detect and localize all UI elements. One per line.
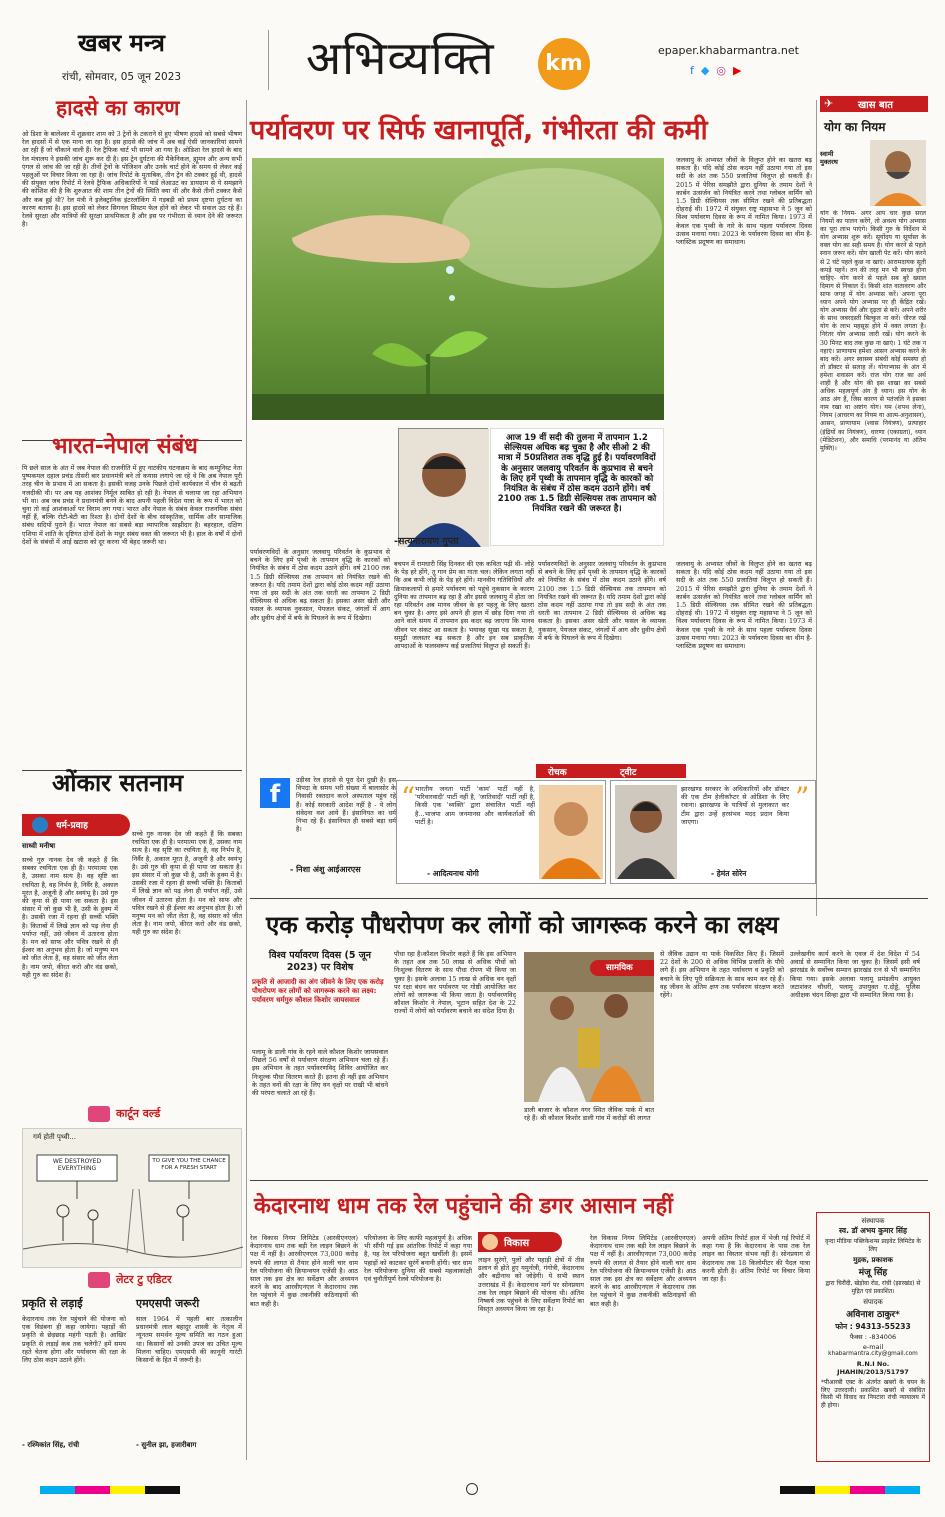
story2-headline: एक करोड़ पौधरोपण कर लोगों को जागरूक करने का लक्ष्य [266,911,779,939]
cartoon-sign-right: TO GIVE YOU THE CHANCE FOR A FRESH START [152,1158,226,1171]
envelope-icon [88,1106,110,1122]
fb-post-text: उड़ीसा रेल हादसे से पूरा देश दुखी है। इस विपदा के समय भरी संख्या में बालासोर के निवासी रक्तदान करने अस्पताल पहुंच रहे हैं। कोई सरकारी आदेश नहीं है - ये लोग संवेदना वश आये हैं। इंसानियत का धर्म निभा रहे हैं। इंसानियत ही सबसे बड़ा धर्म है। [296,776,396,834]
tweet-author: - आदित्यनाथ योगी [427,869,479,878]
dharm-pravah-tag [22,814,130,836]
color-strip [780,1486,920,1494]
samayik-tag [590,960,654,976]
registration-mark-icon [466,1483,478,1495]
khaas-author-photo [870,140,926,206]
section-title: अभिव्यक्ति [306,31,495,85]
divider [250,1180,928,1181]
column-divider [246,100,247,1460]
vikas-label: विकास [504,1238,530,1249]
cartoon-drawing [23,1129,243,1269]
imprint-rni: JHAHIN/2013/51797 [837,1368,909,1376]
imprint-box [816,1212,930,1462]
tweet-avatar [615,785,677,879]
brand-name: खबर मन्त्र [78,28,165,57]
editorial1-body: ओ डिशा के बालेश्वर में शुक्रवार शाम को 3 ट्रेनों के टकराने से हुए भीषण हादसे को सबसे भीषण रेल हादसों में से एक माना जा रहा है। इस हादसे की जांच में अब कई ऐसी जानकारियां सामने आ रही हैं जो चौंकाने वाली हैं। रेल ट्रैफिक चार्ट भी सामने आ गया है। ओडिशा रेल हादसे के बाद रेल मंत्रालय ने इसकी जांच शुरू कर दी है। इस ट्रेन दुर्घटना की मैकेनिकल, ह्यूमन और अन्य सभी एंगल से जांच की जा रही है। तीनों ट्रेनों के पोजिशन और उनके चार्ट होने के समय से लेकर कई पहलुओं पर विचार किया जा रहा है। जांच रिपोर्ट के मुताबिक, तीन ट्रेन की टक्कर हुई थी, हादसे की संयुक्त जांच रिपोर्ट में रेलवे ट्रैफिक अधिकारियों ने यार्ड लेआउट का डायग्राम से ये समझाने की कोशिश की है कि शुरुआत की शाम तीन ट्रेनों की स्थिति क्या थी और कैसे तीनों टक्कर कैसे और कब हुई थी? रेल मंत्री ने इलेक्ट्रानिक इंटरलॉकिंग में गड़बड़ी को प्रथम दृष्टया दुर्घटना का कारण बताया है। इस हादसे को लेकर सिगनल सिस्टम फेल होने को लेकर भी सवाल उठ रहे हैं। रेलवे सुरक्षा और यात्रियों की सुरक्षा प्राथमिकता है और इस पर गंभीरता से ध्यान देने की जरूरत है। [22,130,242,229]
tweet-text: भारतीय जनता पार्टी 'काम' पार्टी नहीं है, 'परिवारवादी' पार्टी नहीं है, 'जातिवादी' पार्टी नहीं है, किसी एक 'व्यक्ति' द्वारा संचालित पार्टी नहीं है...भाजपा आम जनमानस और कार्यकर्ताओं की पार्टी है। [415,785,535,826]
story2-kicker [252,950,388,1026]
masthead-divider [268,30,269,90]
imprint-founder-label: संस्थापक [861,1217,885,1225]
person-portrait [615,785,677,879]
globe-icon [32,817,48,833]
person-portrait [399,429,489,547]
letter-body: साल 1964 में पहली बार तत्कालीन प्रधानमंत्री लाल बहादुर शास्त्री के नेतृत्व में न्यूनतम समर्थन मूल्य समिति का गठन हुआ था। किसानों को उनकी उपज का उचित मूल्य मिलना चाहिए। एमएसपी की कानूनी गारंटी किसानों के हित में जरूरी है। [136,1315,242,1365]
letter-1 [22,1296,126,1460]
dateline: रांची, सोमवार, 05 जून 2023 [62,71,182,83]
facebook-logo: f [260,778,290,808]
divider [250,898,928,899]
khaas-label-bar [820,96,928,112]
imprint-fax: फैक्स : -834006 [849,1333,897,1341]
story2-photo-caption: डाली बाजार के कौशल नगर स्थित जैविक पार्क में बात रहे हैं। श्री कौशल किशोर डाली गांव में करोड़ों की लागत [524,1106,654,1123]
imprint-company: वृन्दा मीडिया पब्लिकेशन्स प्राइवेट लिमिटेड के लिए [824,1238,922,1253]
airplane-icon: ✈ [824,97,834,110]
letter-sign: - रश्मिकांत सिंह, रांची [22,1441,80,1449]
imprint-note: *पीआरबी एक्ट के अंतर्गत खबरों के चयन के लिए उत्तरदायी। प्रकाशित खबरों से संबंधित किसी भी विवाद का निपटारा रांची न्यायालय में ही होगा। [821,1379,925,1409]
story3-headline: केदारनाथ धाम तक रेल पहुंचाने की डगर आसान नहीं [254,1194,673,1219]
editorial2-body: पि छले साल के अंत में जब नेपाल की राजनीति में हुए नाटकीय घटनाक्रम के बाद कम्युनिस्ट नेता पुष्पकमल दहाल प्रचंड तीसरी बार प्रधानमंत्री बने तो कयास लगाये जा रहे थे कि अब नेपाल पूरी तरह चीन के प्रभाव में आ सकता है। इसकी वजह उनके पिछले दोनों कार्यकाल में चीन से बढ़ती नजदीकी थी। पर अब यह आशंका निर्मूल साबित हो रही है। नेपाल से चलाया जा रहा अभियान भी था। अब जब प्रचंड ने प्रधानमंत्री बनने के बाद अपनी पहली विदेश यात्रा के रूप में भारत को चुना तो कई आशंकाओं पर विराम लग गया। भारत और नेपाल के संबंध केवल राजनयिक संबंध नहीं हैं, बल्कि रोटी-बेटी का रिश्ता है। दोनों देशों के बीच सांस्कृतिक, धार्मिक और सामाजिक संबंध सदियों पुराने हैं। भारत नेपाल का सबसे बड़ा व्यापारिक साझीदार है। बहरहाल, दक्षिण एशिया में शांति के दृष्टिगत दोनों देशों के मधुर संबंध वक्त की जरूरत भी है। हाल के वर्षों में दोनों देशों के संबंधों में आई खटास को दूर करना भी बेहद जरूरी था। [22,464,242,546]
editorial1-title: हादसे का कारण [56,96,180,120]
khaas-body: योग के नियम- अगर आप चार कुछ सरल नियमों का पालन करेंगे, तो अवश्य योग अभ्यास का पूरा लाभ पाएंगे। किसी गुरु के निर्देशन में योग अभ्यास शुरू करें। सूर्योदय या सूर्यास्त के वक्त योग का सही समय है। योग करने से पहले स्नान जरूर करें। योग खाली पेट करें। योग करने से 2 घंटे पहले कुछ ना खाएं। आरामदायक सूती कपड़े पहनें। तन की तरह मन भी स्वच्छ होना चाहिए- योग करने से पहले सब बुरे ख्याल दिमाग से निकाल दें। किसी शांत वातावरण और साफ जगह में योग अभ्यास करें। अपना पूरा ध्यान अपने योग अभ्यास पर ही केंद्रित रखें। योग अभ्यास धैर्य और दृढ़ता से करें। अपने शरीर के साथ जबरदस्ती बिल्कुल ना करें। धीरज रखें योग के लाभ महसूस होने में वक्त लगता है। निरंतर योग अभ्यास जारी रखें। योग करने के 30 मिनट बाद तक कुछ ना खाएं। 1 घंटे तक न नहाएं। प्राणायाम हमेशा आसन अभ्यास करने के बाद करें। अगर स्वास्थ्य संबंधी कोई समस्या हो तो डॉक्टर से सलाह लें। योगाभ्यास के अंत में हमेशा शवासन करें। राज योग राज का अर्थ शाही है और योग की इस शाखा का सबसे अधिक महत्वपूर्ण अंग है ध्यान। इस योग के आठ अंग हैं, जिस कारण से पतंजलि ने इसका नाम रखा था अष्टांग योग। यम (शपथ लेना), नियम (आचरण का नियम या आत्म-अनुशासन), आसन, प्राणायाम (श्वास नियंत्रण), प्रत्याहार (इंद्रियों का नियंत्रण), धारणा (एकाग्रता), ध्यान (मेडिटेशन), और समाधि (परमानंद या अंतिम मुक्ति)। [820,210,926,452]
lead-headline: पर्यावरण पर सिर्फ खानापूर्ति, गंभीरता की कमी [250,115,708,146]
tweet-text: झारखण्ड सरकार के अधिकारियों और डॉक्टर की एक टीम हेलीकॉप्टर से ओडिशा के लिए रवाना। झारखण्ड के यात्रियों से मुलाकात कर टीम द्वारा उन्हें हरसंभव मदद प्रदान किया जाएगा। [681,785,789,826]
tweets-header-left: रोचक [548,768,567,778]
tweet-author: - हेमंत सोरेन [711,869,747,878]
story2-body1: पलामू के डाली गांव के रहने वाले कौशल किशोर जायसवाल पिछले 56 वर्षों से पर्यावरण संरक्षण अभियान चला रहे हैं। इस अभियान के तहत पर्यावरणविद् शिविर आयोजित कर निःशुल्क पौधा वितरण करते हैं। इतना ही नहीं इस अभियान के तहत वनों की रक्षा के लिए वन वृक्षों पर राखी भी बांधने की परंपरा चलाते आ रहे हैं। [252,1048,388,1098]
editorial3-title: ओंकार सतनाम [52,769,184,797]
imprint-editor: अविनाश ठाकुर* [846,1310,900,1320]
editorial3-body-cont: सच्चे गुरु नानक देव जी कहते हैं कि सबका रचयिता एक ही है। परमात्मा एक है, उसका नाम सत्य है। वह सृष्टि का रचयिता है, वह निर्भय है, निर्वैर है, अकाल मूरत है, अजूनी है और स्वयंभू है। उसे गुरु की कृपा से ही पाया जा सकता है। इस संसार में जो कुछ भी है, उसी के हुक्म में है। उसकी रजा में रहना ही सच्ची भक्ति है। किताबों में लिखे ज्ञान को पढ़ लेना ही पर्याप्त नहीं, उसे जीवन में उतारना होता है। मन को साफ और पवित्र रखने से ही ईश्वर का अनुभव होता है। जो मनुष्य मन को जीत लेता है, वह संसार को जीत लेता है। नाम जपो, कीरत करो और वंड छको, यही गुरु का संदेश है। [132,830,242,937]
lead-col2: जलवायु के अभ्यस्त जीवों के विलुप्त होने का खतरा बढ़ सकता है। यदि कोई ठोस कदम नहीं उठाया गया तो इस सदी के अंत तक 550 प्रजातियां विलुप्त हो सकती हैं। 2015 में पेरिस समझौते द्वारा दुनिया के तमाम देशों ने कार्बन उत्सर्जन को नियंत्रित करने तथा ग्लोबल वार्मिंग को 1.5 डिग्री सेल्सियस तक सीमित रखने की प्रतिबद्धता दोहराई थी। 1972 में संयुक्त राष्ट्र महासभा ने 5 जून को विश्व पर्यावरण दिवस के रूप में नामित किया। 1973 में केवल एक पृथ्वी के नारे के साथ पहला पर्यावरण दिवस उत्सव मनाया गया। 2023 के पर्यावरण दिवस का थीम है- प्लास्टिक प्रदूषण का समाधान। [676,156,812,247]
editorial3-author: साध्वी मनीषा [22,842,56,850]
khaas-title: योग का नियम [824,120,886,134]
story3-col3-b: रेल विकास निगम लिमिटेड (आरवीएनएल) केदारनाथ धाम तक बड़ी रेल लाइन बिछाने के पक्ष में नहीं है। आरवीएनएल 73,000 करोड़ रुपये की लागत से तैयार होने वाली चार धाम रेल परियोजना की क्रियान्वयन एजेंसी है। आठ साल तक इस क्षेत्र का सर्वेक्षण और अध्ययन करने के बाद आरवीएनएल ने केदारनाथ तक रेल पहुंचाने में कुछ तकनीकी कठिनाइयों की बात कही है। [590,1234,696,1308]
imprint-email-label: e-mail [862,1343,884,1351]
train-icon [482,1234,498,1250]
vikas-tag [478,1232,562,1252]
person-portrait [539,785,603,879]
tweets-header [536,764,686,778]
epaper-link[interactable]: epaper.khabarmantra.net [658,44,799,57]
imprint-founder: स्व. डॉ अभय कुमार सिंह [839,1226,907,1235]
editorial3-body: सच्चे गुरु नानक देव जी कहते हैं कि सबका रचयिता एक ही है। परमात्मा एक है, उसका नाम सत्य है। वह सृष्टि का रचयिता है, वह निर्भय है, निर्वैर है, अकाल मूरत है, अजूनी है और स्वयंभू है। उसे गुरु की कृपा से ही पाया जा सकता है। इस संसार में जो कुछ भी है, उसी के हुक्म में है। उसकी रजा में रहना ही सच्ची भक्ति है। किताबों में लिखे ज्ञान को पढ़ लेना ही पर्याप्त नहीं, उसे जीवन में उतारना होता है। मन को साफ और पवित्र रखने से ही ईश्वर का अनुभव होता है। जो मनुष्य मन को जीत लेता है, वह संसार को जीत लेता है। नाम जपो, कीरत करो और वंड छको, यही गुरु का संदेश है। [22,856,118,979]
samayik-label: सामयिक [606,963,633,973]
twitter-icon[interactable]: ◆ [700,64,710,77]
khaas-baat [820,96,928,916]
cartoon-title: कार्टून वर्ल्ड [116,1107,161,1120]
person-portrait [870,140,926,206]
letter-heading: एमएसपी जरूरी [136,1297,200,1310]
envelope-icon [88,1272,110,1288]
letter-body: केदारनाथ तक रेल पहुंचाने की योजना को एक विडंबना ही कहा जायेगा। पहाड़ों की प्रकृति से छेड़छाड़ महंगी पड़ती है। आखिर प्रकृति से लड़ाई कब तक चलेगी? हमें समय रहते चेतना होगा और पर्यावरण की रक्षा के लिए ठोस कदम उठाने होंगे। [22,1315,126,1365]
story2-photo [524,952,654,1102]
story3-col4: अपनी अंतिम रिपोर्ट हाल में भेजी गई रिपोर्ट में कहा गया है कि केदारनाथ के पास तक रेल लाइन का विस्तार संभव नहीं है। सोनप्रयाग से केदारनाथ तक 18 किलोमीटर की पैदल यात्रा करनी होती है। अंतिम रिपोर्ट पर विचार किया जा रहा है। [702,1234,810,1284]
letters-title: लेटर टु एडिटर [116,1273,172,1286]
lead-col3: पर्यावरणविदों के अनुसार जलवायु परिवर्तन के कुप्रभाव से बचने के लिए हमें पृथ्वी के तापमान वृद्धि के कारकों को नियंत्रित के संबंध में ठोस कदम उठाने होंगे। वर्ष 2100 तक 1.5 डिग्री सेल्सियस तक तापमान को नियंत्रित रखने की जरूरत है। यदि तमाम देशों द्वारा कोई ठोस कदम नहीं उठाया गया तो इस सदी के अंत तक धरती का तापमान 2 डिग्री सेल्सियस से अधिक बढ़ सकता है। इसका असर खेती और फसल के व्यापक नुकसान, पेयजल संकट, जंगलों में आग और ध्रुवीय क्षेत्रों में बर्फ के पिघलने के रूप में दिखेगा। [250,548,390,622]
imprint-printer: मंजू सिंह [858,1268,888,1278]
masthead [0,0,945,100]
tweet-soren [610,780,816,884]
facebook-icon[interactable]: f [690,64,694,77]
kicker-title: विश्व पर्यावरण दिवस (5 जून 2023) पर विशेष [268,950,372,973]
author-photo [398,428,488,546]
left-column [22,96,242,1460]
imprint-printer-label: मुद्रक, प्रकाशक [853,1256,893,1264]
color-strip [40,1486,180,1494]
pullquote-text: आज 19 वीं सदी की तुलना में तापमान 1.2 सेल्सियस अधिक बढ़ चुका है और सीओ 2 की मात्रा में 50प्रतिशत तक वृद्धि हुई है। पर्यावरणविदों के अनुसार जलवायु परिवर्तन के कुप्रभाव से बचने के लिए हमें पृथ्वी के तापमान वृद्धि के कारकों को नियंत्रित के संबंध में ठोस कदम उठाने होंगे। वर्ष 2100 तक 1.5 डिग्री सेल्सियस तक तापमान को नियंत्रित रखने की जरूरत है। [497,433,657,515]
khaas-author: स्वामी मुक्तरथ [820,150,838,166]
imprint-address: द्वारा चिरौंदी, खेड़ोवा रोड, रांची (झारखंड) से मुद्रित एवं प्रकाशित। [825,1280,921,1295]
fb-post-author: - निशा अंशु आईआरएस [290,865,361,874]
imprint-rni-label: R.N.I No. [856,1360,890,1368]
lead-byline: -सत्यनारायण गुप्ता [394,536,459,547]
instagram-icon[interactable]: ◎ [716,64,726,77]
social-icons [690,64,741,77]
letter-2 [136,1296,242,1460]
story2-body3: से जैविक उद्यान या पार्क विकसित किए हैं। जिसमें 22 देशों के 200 से अधिक विभिन्न प्रजाति के पौधे लगे हैं। इस अभियान के तहत पर्यावरण व प्रकृति को बचाने के लिए पूरी सक्रियता के साथ काम कर रहे हैं। वह जीवन के अंतिम क्षण तक पर्यावरण संरक्षण करते रहेंगे। [660,950,784,1000]
imprint-phone: फोन : 94313-55233 [835,1322,911,1331]
pullquote-box [490,428,664,546]
tag-label: धर्म-प्रवाह [56,821,88,831]
quote-icon: “ [401,781,416,814]
story3-col2: परियोजना के लिए काफी महत्वपूर्ण है। अधिक भी सौंपी गई इस आंतरिक रिपोर्ट में कहा गया है, यह रेल परियोजना बहुत खर्चीली है। इसमें पहाड़ों को काटकर सुरंगें बनानी होंगी। चार धाम रेल परियोजना दुनिया की सबसे महत्वाकांक्षी एवं चुनौतीपूर्ण रेलवे परियोजना है। [364,1234,472,1284]
cartoon-caption: गर्म होती पृथ्वी... [33,1133,76,1141]
lead-col2-b: जलवायु के अभ्यस्त जीवों के विलुप्त होने का खतरा बढ़ सकता है। यदि कोई ठोस कदम नहीं उठाया गया तो इस सदी के अंत तक 550 प्रजातियां विलुप्त हो सकती हैं। 2015 में पेरिस समझौते द्वारा दुनिया के तमाम देशों ने कार्बन उत्सर्जन को नियंत्रित करने तथा ग्लोबल वार्मिंग को 1.5 डिग्री सेल्सियस तक सीमित रखने की प्रतिबद्धता दोहराई थी। 1972 में संयुक्त राष्ट्र महासभा ने 5 जून को विश्व पर्यावरण दिवस के रूप में नामित किया। 1973 में केवल एक पृथ्वी के नारे के साथ पहला पर्यावरण दिवस उत्सव मनाया गया। 2023 के पर्यावरण दिवस का थीम है- प्लास्टिक प्रदूषण का समाधान। [676,560,812,651]
lead-col3-c: पर्यावरणविदों के अनुसार जलवायु परिवर्तन के कुप्रभाव से बचने के लिए हमें पृथ्वी के तापमान वृद्धि के कारकों को नियंत्रित के संबंध में ठोस कदम उठाने होंगे। वर्ष 2100 तक 1.5 डिग्री सेल्सियस तक तापमान को नियंत्रित रखने की जरूरत है। यदि तमाम देशों द्वारा कोई ठोस कदम नहीं उठाया गया तो इस सदी के अंत तक धरती का तापमान 2 डिग्री सेल्सियस से अधिक बढ़ सकता है। इसका असर खेती और फसल के व्यापक नुकसान, पेयजल संकट, जंगलों में आग और ध्रुवीय क्षेत्रों में बर्फ के पिघलने के रूप में दिखेगा। [538,560,666,642]
tweet-yogi [396,780,606,884]
tweets-header-right: ट्वीट [620,768,637,778]
letter-sign: - सुनील झा, हजारीबाग [136,1441,197,1449]
imprint-editor-label: संपादक [863,1298,883,1306]
editorial2-title: भारत-नेपाल संबंध [52,434,198,459]
khaas-label: खास बात [858,100,894,111]
social-strip [250,770,814,892]
letter-heading: प्रकृति से लड़ाई [22,1297,83,1310]
story3-col1: रेल विकास निगम लिमिटेड (आरवीएनएल) केदारनाथ धाम तक बड़ी रेल लाइन बिछाने के पक्ष में नहीं है। आरवीएनएल 73,000 करोड़ रुपये की लागत से तैयार होने वाली चार धाम रेल परियोजना की क्रियान्वयन एजेंसी है। आठ साल तक इस क्षेत्र का सर्वेक्षण और अध्ययन करने के बाद आरवीएनएल ने केदारनाथ तक रेल पहुंचाने में कुछ तकनीकी कठिनाइयों की बात कही है। [250,1234,358,1308]
tweet-avatar [539,785,603,879]
hand-sprout-illustration [252,158,664,420]
cartoon-frame [22,1128,242,1268]
column-divider [816,100,817,916]
youtube-icon[interactable]: ▶ [732,64,742,77]
imprint-email[interactable]: khabarmantra.city@gmail.com [828,1351,918,1357]
print-marks [0,1470,945,1517]
lead-col3-b: बचपन में रामधारी सिंह दिनकर की एक कविता पढ़ी थी- लोहे के पेड़ हरे होंगे, तू गान प्रेम का गाता चल। लेकिन लगता नहीं कि अब कभी लोहे के पेड़ हरे होंगे। मानवीय गतिविधियों और क्रियाकलापों से हमारे पर्यावरण को पहुंचे नुकसान के कारण दुनिया का तापमान बढ़ रहा है और इससे जलवायु में होता जा रहा परिवर्तन अब मानव जीवन के हर पहलू के लिए खतरा बन चुका है। अगर इसे अपने ही हाल में छोड़ दिया गया तो आने वाले समय में तापमान इस कदर बढ़ जाएगा कि मानव जीवन पर संकट आ सकता है। भयावह सूखा पड़ सकता है, समुद्री जलस्तर बढ़ सकता है और इन सब प्राकृतिक आपदाओं के फलस्वरूप कई प्रजातियां विलुप्त हो सकती हैं। [394,560,534,651]
story3-col3: लाइन सुरंगों, पुलों और पहाड़ी क्षेत्रों में तीव्र ढलान से होते हुए यमुनोत्री, गंगोत्री, केदारनाथ और बद्रीनाथ को जोड़ेगी। ये सभी स्थान उत्तराखंड में हैं। केदारनाथ मार्ग पर सोनप्रयाग तक रेल लाइन बिछाने की योजना थी। अंतिम निष्कर्ष तक पहुंचने के लिए सर्वेक्षण रिपोर्ट का विस्तृत अध्ययन किया जा रहा है। [478,1256,584,1314]
logo-letters: km [545,51,583,76]
kicker-sub: प्रकृति से आजादी का अंग जीवने के लिए एक करोड़ पौधरोपण कर लोगों को जागरूक करने का लक्ष्य: पर्यावरण धर्मगुरु कौशल किशोर जायसवाल [252,978,384,1004]
brand-logo [538,38,590,90]
story2-body2: पौधा रहा है।कौशल किशोर कहते हैं कि इस अभियान के तहत अब तक 50 लाख से अधिक पौधों को निःशुल्क वितरण के साथ पौधा रोपण भी किया जा चुका है। इसके अलावा 15 लाख से अधिक वन वृक्षों पर रक्षा बंधन कर पर्यावरण पर गोष्ठी आयोजित कर लोगों को जागरूक भी किया जाता है। पर्यावरणविद् कौशल किशोर ने नेपाल, भूटान सहित देश के 22 राज्यों में लोगों को पर्यावरण बचाने का संदेश दिया है। [394,950,516,1016]
cartoon-sign-left: WE DESTROYED EVERYTHING [52,1158,102,1172]
lead-photo [252,158,664,420]
story2-body4: उल्लेखनीय कार्य करने के एवज में देश विदेश में 54 अवार्ड से सम्मानित किया जा चुका है। जिसमें इसी वर्ष झारखंड के सर्वोच्च सम्मान झारखंड रत्न से भी सम्मानित किया गया। इसके अलावा पलामू प्रमंडलीय आयुक्त जटाशंकर चौधरी, पलामू उपायुक्त ए.दोड्डे, पुलिस अधीक्षक चंदन सिन्हा द्वारा भी सम्मानित किया गया है। [790,950,920,1000]
quote-icon: ” [795,781,810,814]
